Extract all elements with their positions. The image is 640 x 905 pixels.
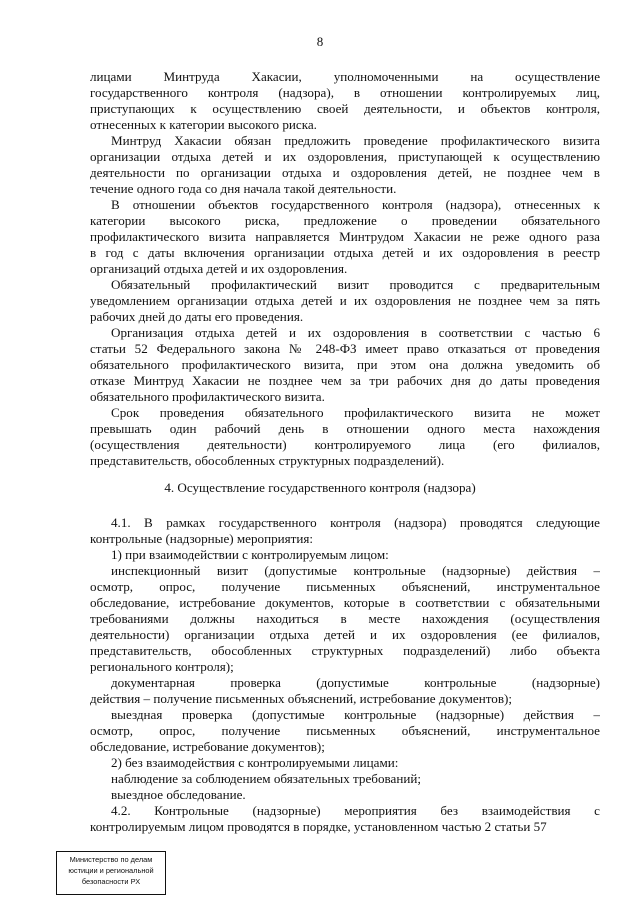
paragraph-line: осмотр, опрос, получение письменных объяснений, инструментальное <box>90 579 600 594</box>
stamp-line: безопасности РХ <box>81 877 141 886</box>
paragraph-line: обязательного профилактического визита. <box>90 389 325 404</box>
paragraph-line: профилактического визита направляется Минтрудом Хакасии не реже одного раза <box>90 229 600 244</box>
paragraph-line: обследование, истребование документов, которые в соответствии с обязательными <box>90 595 600 610</box>
paragraph-line: наблюдение за соблюдением обязательных требований; <box>111 771 421 786</box>
paragraph-line: уведомлением организации отдыха детей и их оздоровления не позднее чем за пять <box>90 293 600 308</box>
page-number: 8 <box>316 34 324 49</box>
paragraph-line: лицами Минтруда Хакасии, уполномоченными на осуществление <box>90 69 600 84</box>
paragraph-line: В отношении объектов государственного контроля (надзора), отнесенных к <box>111 197 600 212</box>
paragraph-line: документарная проверка (допустимые контрольные (надзорные) <box>111 675 600 690</box>
paragraph-line: статьи 52 Федерального закона № 248-ФЗ имеет право отказаться от проведения <box>90 341 600 356</box>
paragraph-line: действия – получение письменных объяснений, истребование документов); <box>90 691 513 706</box>
stamp-line: Министерство по делам <box>69 855 153 864</box>
paragraph-line: отказе Минтруд Хакасии не позднее чем за три рабочих дня до даты проведения <box>90 373 600 388</box>
registration-stamp <box>56 851 166 895</box>
paragraph-line: Срок проведения обязательного профилактического визита не может <box>111 405 600 420</box>
paragraph-line: отнесенных к категории высокого риска. <box>90 117 317 132</box>
paragraph-line: категории высокого риска, предложение о проведении обязательного <box>90 213 600 228</box>
paragraph-line: в год с даты включения организации отдыха детей и их оздоровления в реестр <box>90 245 600 260</box>
paragraph-line: деятельности) организации отдыха детей и их оздоровления (ее филиалов, <box>90 627 600 642</box>
paragraph-line: требованиями должны находиться в месте нахождения (осуществления <box>90 611 600 626</box>
paragraph-line: представительств, обособленных структурных подразделений). <box>90 453 445 468</box>
section-heading: 4. Осуществление государственного контроля (надзора) <box>164 480 476 495</box>
paragraph-line: Организация отдыха детей и их оздоровления в соответствии с частью 6 <box>111 325 600 340</box>
paragraph-line: организации отдыха детей и их оздоровления, приступающей к осуществлению <box>90 149 600 164</box>
paragraph-line: деятельности по организации отдыха и оздоровления детей, не позднее чем в <box>90 165 600 180</box>
stamp-line: юстиции и региональной <box>68 866 154 875</box>
paragraph-line: организаций отдыха детей и их оздоровления. <box>90 261 348 276</box>
paragraph-line: инспекционный визит (допустимые контрольные (надзорные) действия – <box>111 563 600 578</box>
paragraph-line: 4.2. Контрольные (надзорные) мероприятия без взаимодействия с <box>111 803 600 818</box>
paragraph-line: обязательного профилактического визита, при этом она должна уведомить об <box>90 357 600 372</box>
paragraph-line: 1) при взаимодействии с контролируемым лицом: <box>111 547 389 562</box>
paragraph-line: течение одного года со дня начала такой деятельности. <box>90 181 397 196</box>
paragraph-line: 4.1. В рамках государственного контроля (надзора) проводятся следующие <box>111 515 600 530</box>
paragraph-line: контрольные (надзорные) мероприятия: <box>90 531 314 546</box>
paragraph-line: превышать один рабочий день в отношении одного места нахождения <box>90 421 600 436</box>
paragraph-line: Минтруд Хакасии обязан предложить проведение профилактического визита <box>111 133 600 148</box>
paragraph-line: представительств, обособленных структурных подразделений) либо объекта <box>90 643 600 658</box>
paragraph-line: контролируемым лицом проводятся в порядке, установленном частью 2 статьи 57 <box>90 819 547 834</box>
paragraph-line: выездное обследование. <box>111 787 246 802</box>
paragraph-line: регионального контроля); <box>90 659 234 674</box>
paragraph-line: приступающих к осуществлению своей деятельности, и объектов контроля, <box>90 101 600 116</box>
paragraph-line: осмотр, опрос, получение письменных объяснений, инструментальное <box>90 723 600 738</box>
paragraph-line: (осуществления деятельности) контролируемого лица (его филиалов, <box>90 437 600 452</box>
paragraph-line: 2) без взаимодействия с контролируемыми лицами: <box>111 755 399 770</box>
paragraph-line: рабочих дней до даты его проведения. <box>90 309 304 324</box>
paragraph-line: Обязательный профилактический визит проводится с предварительным <box>111 277 600 292</box>
paragraph-line: выездная проверка (допустимые контрольные (надзорные) действия – <box>111 707 600 722</box>
paragraph-line: государственного контроля (надзора), в отношении контролируемых лиц, <box>90 85 600 100</box>
paragraph-line: обследование, истребование документов); <box>90 739 325 754</box>
